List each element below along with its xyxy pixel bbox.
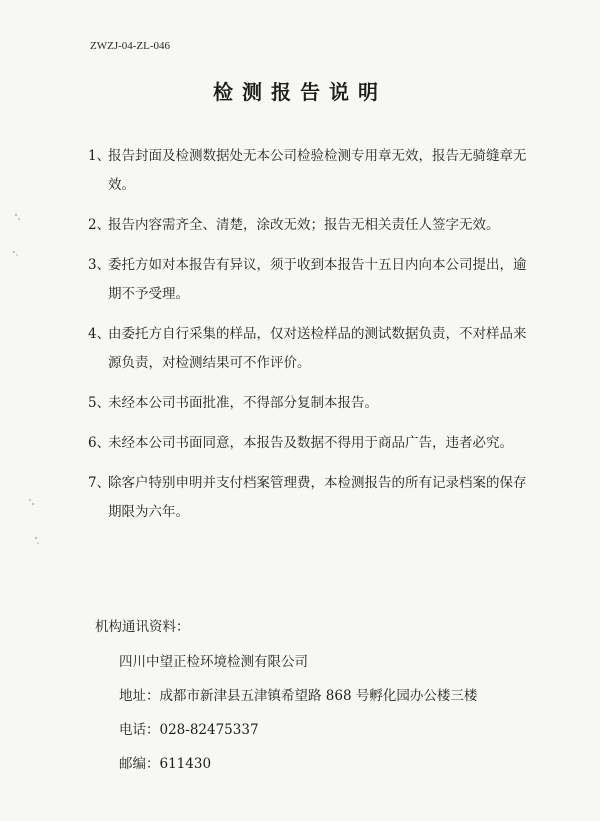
contact-heading: 机构通讯资料： (95, 619, 190, 635)
clause-text: 报告封面及检测数据处无本公司检验检测专用章无效，报告无骑缝章无效。 (108, 148, 527, 193)
binding-hole-mark (29, 499, 31, 501)
clause-item (88, 320, 528, 378)
binding-hole-mark (18, 218, 20, 220)
clause-text: 由委托方自行采集的样品，仅对送检样品的测试数据负责，不对样品来源负责，对检测结果可不作评价。 (108, 326, 527, 371)
contact-details (95, 652, 535, 774)
clause-text: 未经本公司书面批准，不得部分复制本报告。 (108, 395, 378, 411)
clause-number: 1、 (88, 148, 111, 164)
binding-hole-mark (16, 254, 18, 256)
clause-number: 5、 (88, 395, 111, 411)
clause-number: 6、 (88, 435, 111, 451)
clause-item (88, 142, 528, 200)
document-code: ZWZJ-04-ZL-046 (90, 40, 171, 52)
binding-hole-mark (32, 503, 34, 505)
company-phone: 电话：028-82475337 (119, 722, 259, 738)
company-postcode: 邮编：611430 (119, 756, 212, 772)
contact-section (95, 617, 535, 788)
clause-item (88, 429, 528, 458)
binding-hole-mark (13, 251, 15, 253)
company-address: 地址：成都市新津县五津镇希望路 868 号孵化园办公楼三楼 (119, 688, 478, 704)
clause-text: 委托方如对本报告有异议，须于收到本报告十五日内向本公司提出，逾期不予受理。 (108, 257, 527, 302)
clause-number: 7、 (88, 475, 111, 491)
clause-text: 未经本公司书面同意，本报告及数据不得用于商品广告，违者必究。 (108, 435, 513, 451)
clause-number: 2、 (88, 217, 111, 233)
clause-item (88, 211, 528, 240)
company-name: 四川中望正检环境检测有限公司 (119, 654, 308, 670)
clause-number: 4、 (88, 326, 111, 342)
clause-item (88, 469, 528, 527)
clause-number: 3、 (88, 257, 111, 273)
clause-text: 除客户特别申明并支付档案管理费，本检测报告的所有记录档案的保存期限为六年。 (108, 475, 527, 520)
clause-text: 报告内容需齐全、清楚，涂改无效；报告无相关责任人签字无效。 (108, 217, 500, 233)
page-title: 检测报告说明 (213, 80, 387, 104)
binding-hole-mark (37, 542, 39, 544)
binding-hole-mark (35, 537, 37, 539)
clause-list (88, 142, 528, 538)
clause-item (88, 251, 528, 309)
clause-item (88, 389, 528, 418)
binding-hole-mark (15, 214, 17, 216)
